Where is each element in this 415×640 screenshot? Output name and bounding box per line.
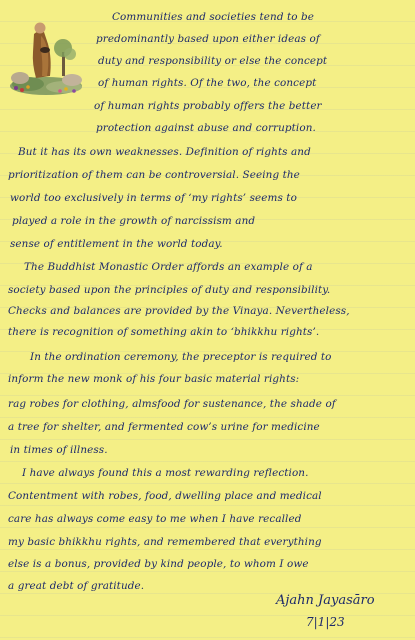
signature-name: Ajahn Jayasāro (276, 593, 375, 608)
monk-figure-icon (8, 14, 84, 96)
text-line: protection against abuse and corruption. (96, 122, 316, 134)
text-line: Communities and societies tend to be (112, 11, 315, 23)
text-line: In the ordination ceremony, the preceptor is required to (30, 351, 332, 363)
text-line: But it has its own weaknesses. Definition of rights and (18, 146, 311, 158)
text-line: in times of illness. (10, 444, 108, 456)
text-line: my basic bhikkhu rights, and remembered that everything (8, 536, 322, 548)
text-line: The Buddhist Monastic Order affords an example of a (24, 261, 313, 273)
text-line: rag robes for clothing, almsfood for sustenance, the shade of (8, 398, 336, 410)
text-line: predominantly based upon either ideas of (96, 33, 320, 45)
text-line: I have always found this a most rewarding reflection. (22, 467, 309, 479)
text-line: care has always come easy to me when I have recalled (8, 513, 302, 525)
text-line: a tree for shelter, and fermented cow’s urine for medicine (8, 421, 320, 433)
text-line: Contentment with robes, food, dwelling place and medical (8, 490, 322, 502)
signature-date: 7|1|23 (306, 615, 345, 629)
text-line: Checks and balances are provided by the Vinaya. Nevertheless, (8, 305, 350, 317)
text-line: played a role in the growth of narcissism and (12, 215, 256, 227)
text-line: society based upon the principles of duty and responsibility. (8, 284, 331, 296)
text-line: sense of entitlement in the world today. (10, 238, 223, 250)
text-line: prioritization of them can be controversial. Seeing the (8, 169, 300, 181)
text-line: of human rights probably offers the better (94, 100, 322, 112)
text-line: inform the new monk of his four basic material rights: (8, 373, 300, 385)
text-line: a great debt of gratitude. (8, 580, 145, 592)
text-line: there is recognition of something akin to ‘bhikkhu rights’. (8, 326, 320, 338)
text-line: world too exclusively in terms of ‘my rights’ seems to (10, 192, 297, 204)
text-line: of human rights. Of the two, the concept (98, 77, 317, 89)
text-line: else is a bonus, provided by kind people, to whom I owe (8, 558, 309, 570)
text-line: duty and responsibility or else the concept (98, 55, 328, 67)
